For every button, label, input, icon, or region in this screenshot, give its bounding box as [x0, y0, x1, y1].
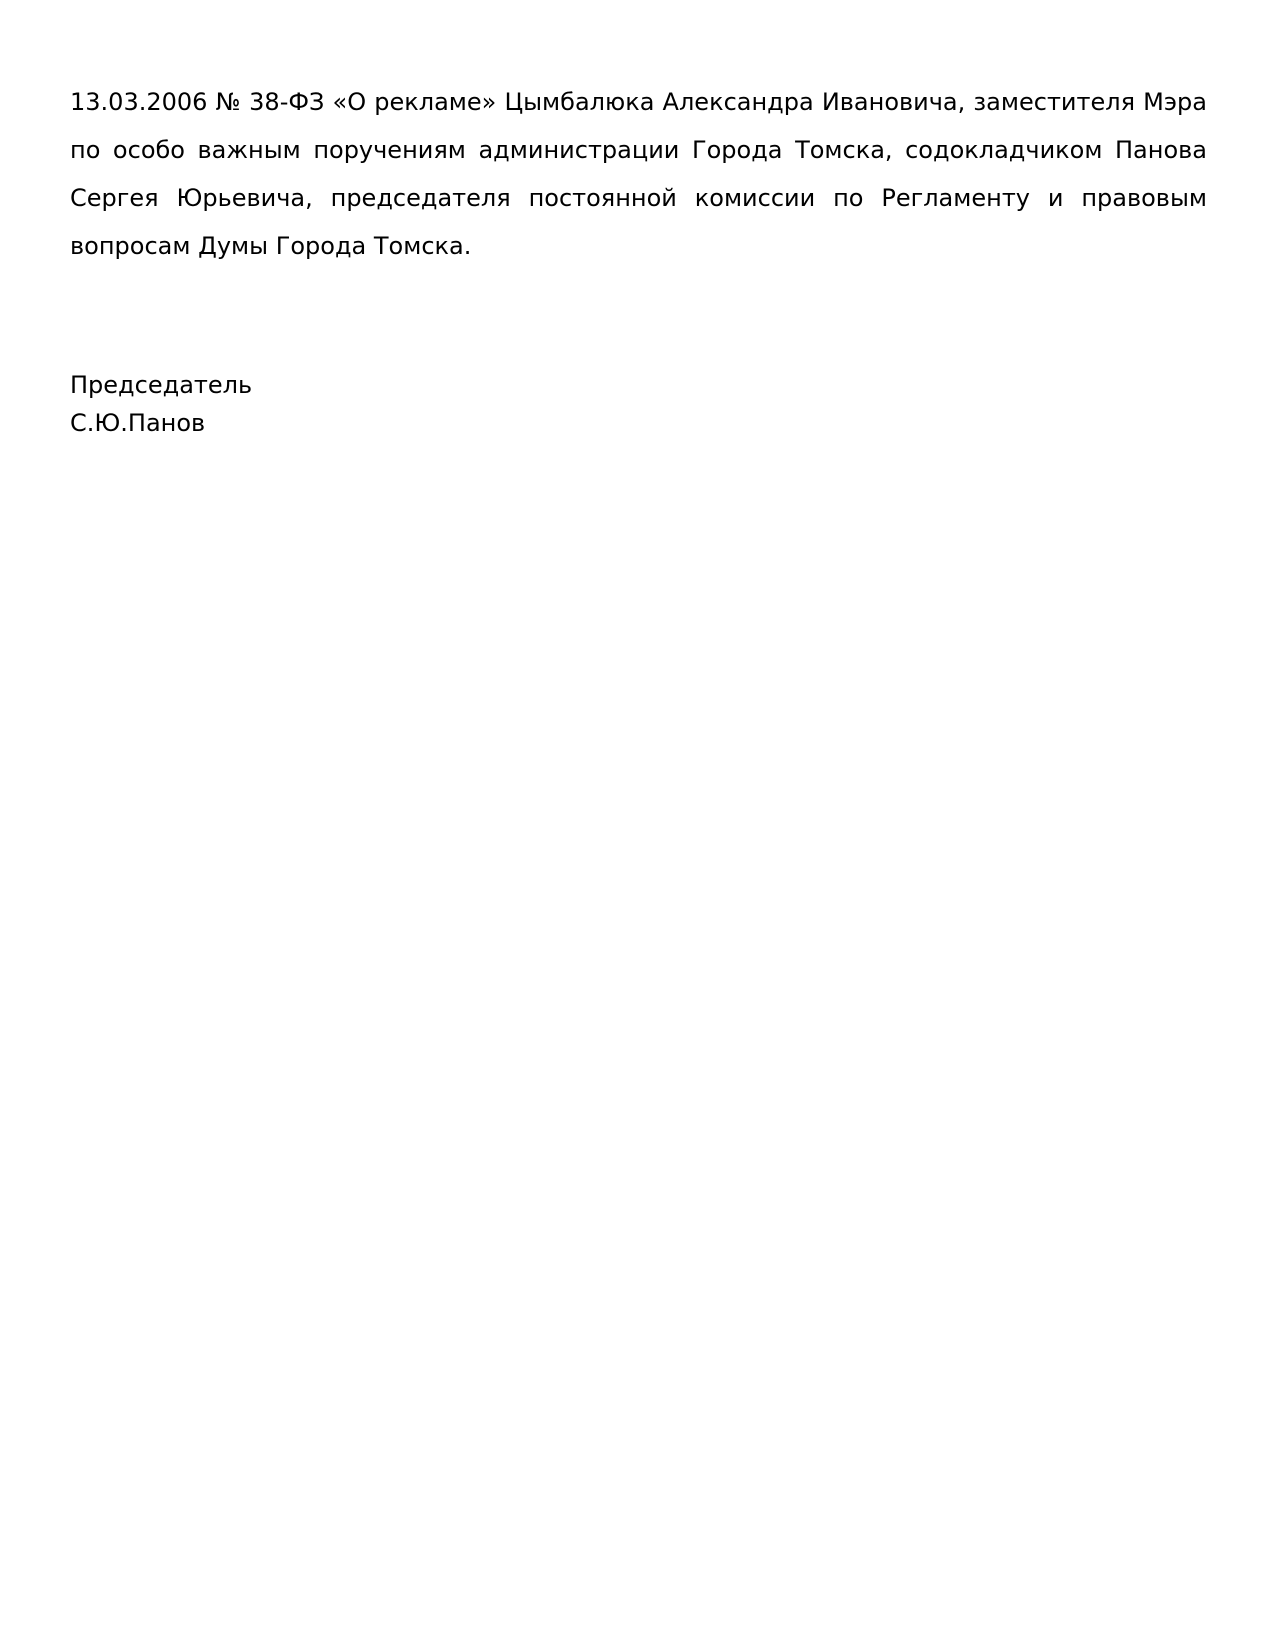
signatory-title: Председатель — [70, 371, 253, 399]
signatory-name: С.Ю.Панов — [70, 409, 206, 437]
signature-block — [70, 366, 252, 442]
document-paragraph: 13.03.2006 № 38-ФЗ «О рекламе» Цымбалюка Александра Ивановича, заместителя Мэра по особо важным поручениям администрации Города Томска, содокладчиком Панова Сергея Юрьевича, председателя постоянной комиссии по Регламенту и правовым вопросам Думы Города Томска. — [70, 88, 1207, 260]
